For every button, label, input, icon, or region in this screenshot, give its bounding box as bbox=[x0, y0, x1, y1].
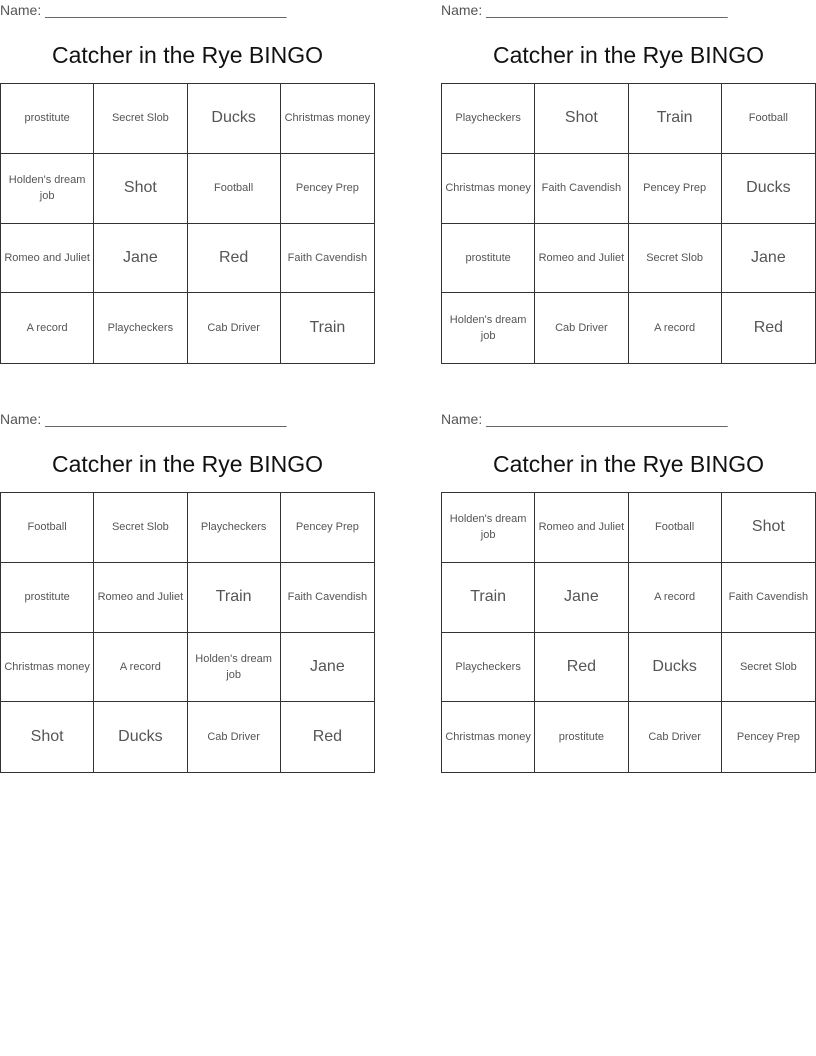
bingo-cell: Red bbox=[312, 728, 343, 746]
bingo-cell: Train bbox=[309, 319, 346, 337]
bingo-cell: Football bbox=[629, 493, 722, 563]
bingo-cell: Romeo and Juliet bbox=[535, 224, 628, 294]
bingo-cell: Pencey Prep bbox=[281, 154, 374, 224]
bingo-cell: Secret Slob bbox=[629, 224, 722, 294]
bingo-cell: Romeo and Juliet bbox=[535, 493, 628, 563]
bingo-cell: Football bbox=[1, 493, 94, 563]
bingo-cell: Pencey Prep bbox=[736, 731, 800, 744]
bingo-cell: Secret Slob bbox=[722, 633, 815, 703]
bingo-cell: prostitute bbox=[1, 84, 94, 154]
bingo-cell: Football bbox=[722, 84, 815, 154]
bingo-cell: Ducks bbox=[94, 702, 187, 772]
bingo-cell: Train bbox=[188, 563, 281, 633]
bingo-cell: Red bbox=[753, 319, 784, 337]
name-field[interactable]: Name: _______________________________ bbox=[0, 2, 287, 18]
bingo-cell: Holden's dream job bbox=[442, 493, 535, 563]
bingo-cell: Pencey Prep bbox=[629, 154, 722, 224]
bingo-cell: Faith Cavendish bbox=[281, 563, 374, 633]
bingo-grid bbox=[0, 492, 375, 773]
bingo-cell: Shot bbox=[722, 493, 815, 563]
bingo-cell: Playcheckers bbox=[94, 293, 187, 363]
bingo-cell: Secret Slob bbox=[94, 84, 187, 154]
bingo-cell: Pencey Prep bbox=[281, 493, 374, 563]
bingo-cell: Jane bbox=[281, 633, 374, 703]
bingo-cell: Holden's dream job bbox=[188, 633, 281, 703]
bingo-cell: Shot bbox=[1, 702, 94, 772]
bingo-cell: A record bbox=[1, 293, 94, 363]
bingo-cell: prostitute bbox=[1, 563, 94, 633]
bingo-cell: Cab Driver bbox=[188, 702, 281, 772]
name-field[interactable]: Name: _______________________________ bbox=[441, 2, 728, 18]
bingo-cell: Cab Driver bbox=[535, 293, 628, 363]
card-title: Catcher in the Rye BINGO bbox=[493, 42, 764, 68]
bingo-cell: Romeo and Juliet bbox=[94, 563, 187, 633]
bingo-cell: Jane bbox=[722, 224, 815, 294]
bingo-cell: A record bbox=[629, 293, 722, 363]
bingo-cell: Christmas money bbox=[442, 154, 535, 224]
bingo-cell: Playcheckers bbox=[188, 493, 281, 563]
bingo-cell: Cab Driver bbox=[188, 293, 281, 363]
name-field[interactable]: Name: _______________________________ bbox=[441, 411, 728, 427]
bingo-grid bbox=[0, 83, 375, 364]
bingo-cell: Christmas money bbox=[1, 633, 94, 703]
bingo-cell: Holden's dream job bbox=[442, 293, 535, 363]
bingo-cell: Faith Cavendish bbox=[722, 563, 815, 633]
bingo-cell: Red bbox=[188, 224, 281, 294]
bingo-cell: Faith Cavendish bbox=[281, 224, 374, 294]
bingo-cell: Ducks bbox=[722, 154, 815, 224]
bingo-cell: Jane bbox=[535, 563, 628, 633]
bingo-cell: A record bbox=[629, 563, 722, 633]
bingo-grid bbox=[441, 83, 816, 364]
bingo-cell: Train bbox=[442, 563, 535, 633]
bingo-cell: prostitute bbox=[535, 702, 628, 772]
bingo-cell: Football bbox=[188, 154, 281, 224]
bingo-cell: Ducks bbox=[629, 633, 722, 703]
name-field[interactable]: Name: _______________________________ bbox=[0, 411, 287, 427]
bingo-cell: Red bbox=[535, 633, 628, 703]
bingo-cell: Secret Slob bbox=[94, 493, 187, 563]
card-title: Catcher in the Rye BINGO bbox=[52, 42, 323, 68]
bingo-cell: Jane bbox=[94, 224, 187, 294]
card-title: Catcher in the Rye BINGO bbox=[52, 451, 323, 477]
bingo-grid bbox=[441, 492, 816, 773]
bingo-cell: Train bbox=[629, 84, 722, 154]
bingo-cell: prostitute bbox=[442, 224, 535, 294]
bingo-cell: Playcheckers bbox=[442, 633, 535, 703]
bingo-cell: Romeo and Juliet bbox=[1, 224, 94, 294]
bingo-cell: A record bbox=[94, 633, 187, 703]
bingo-cell: Christmas money bbox=[281, 84, 374, 154]
bingo-cell: Holden's dream job bbox=[1, 154, 94, 224]
bingo-cell: Shot bbox=[535, 84, 628, 154]
bingo-cell: Shot bbox=[94, 154, 187, 224]
bingo-cell: Ducks bbox=[188, 84, 281, 154]
bingo-cell: Cab Driver bbox=[629, 702, 722, 772]
card-title: Catcher in the Rye BINGO bbox=[493, 451, 764, 477]
bingo-cell: Christmas money bbox=[442, 702, 535, 772]
bingo-cell: Faith Cavendish bbox=[535, 154, 628, 224]
bingo-cell: Playcheckers bbox=[442, 84, 535, 154]
